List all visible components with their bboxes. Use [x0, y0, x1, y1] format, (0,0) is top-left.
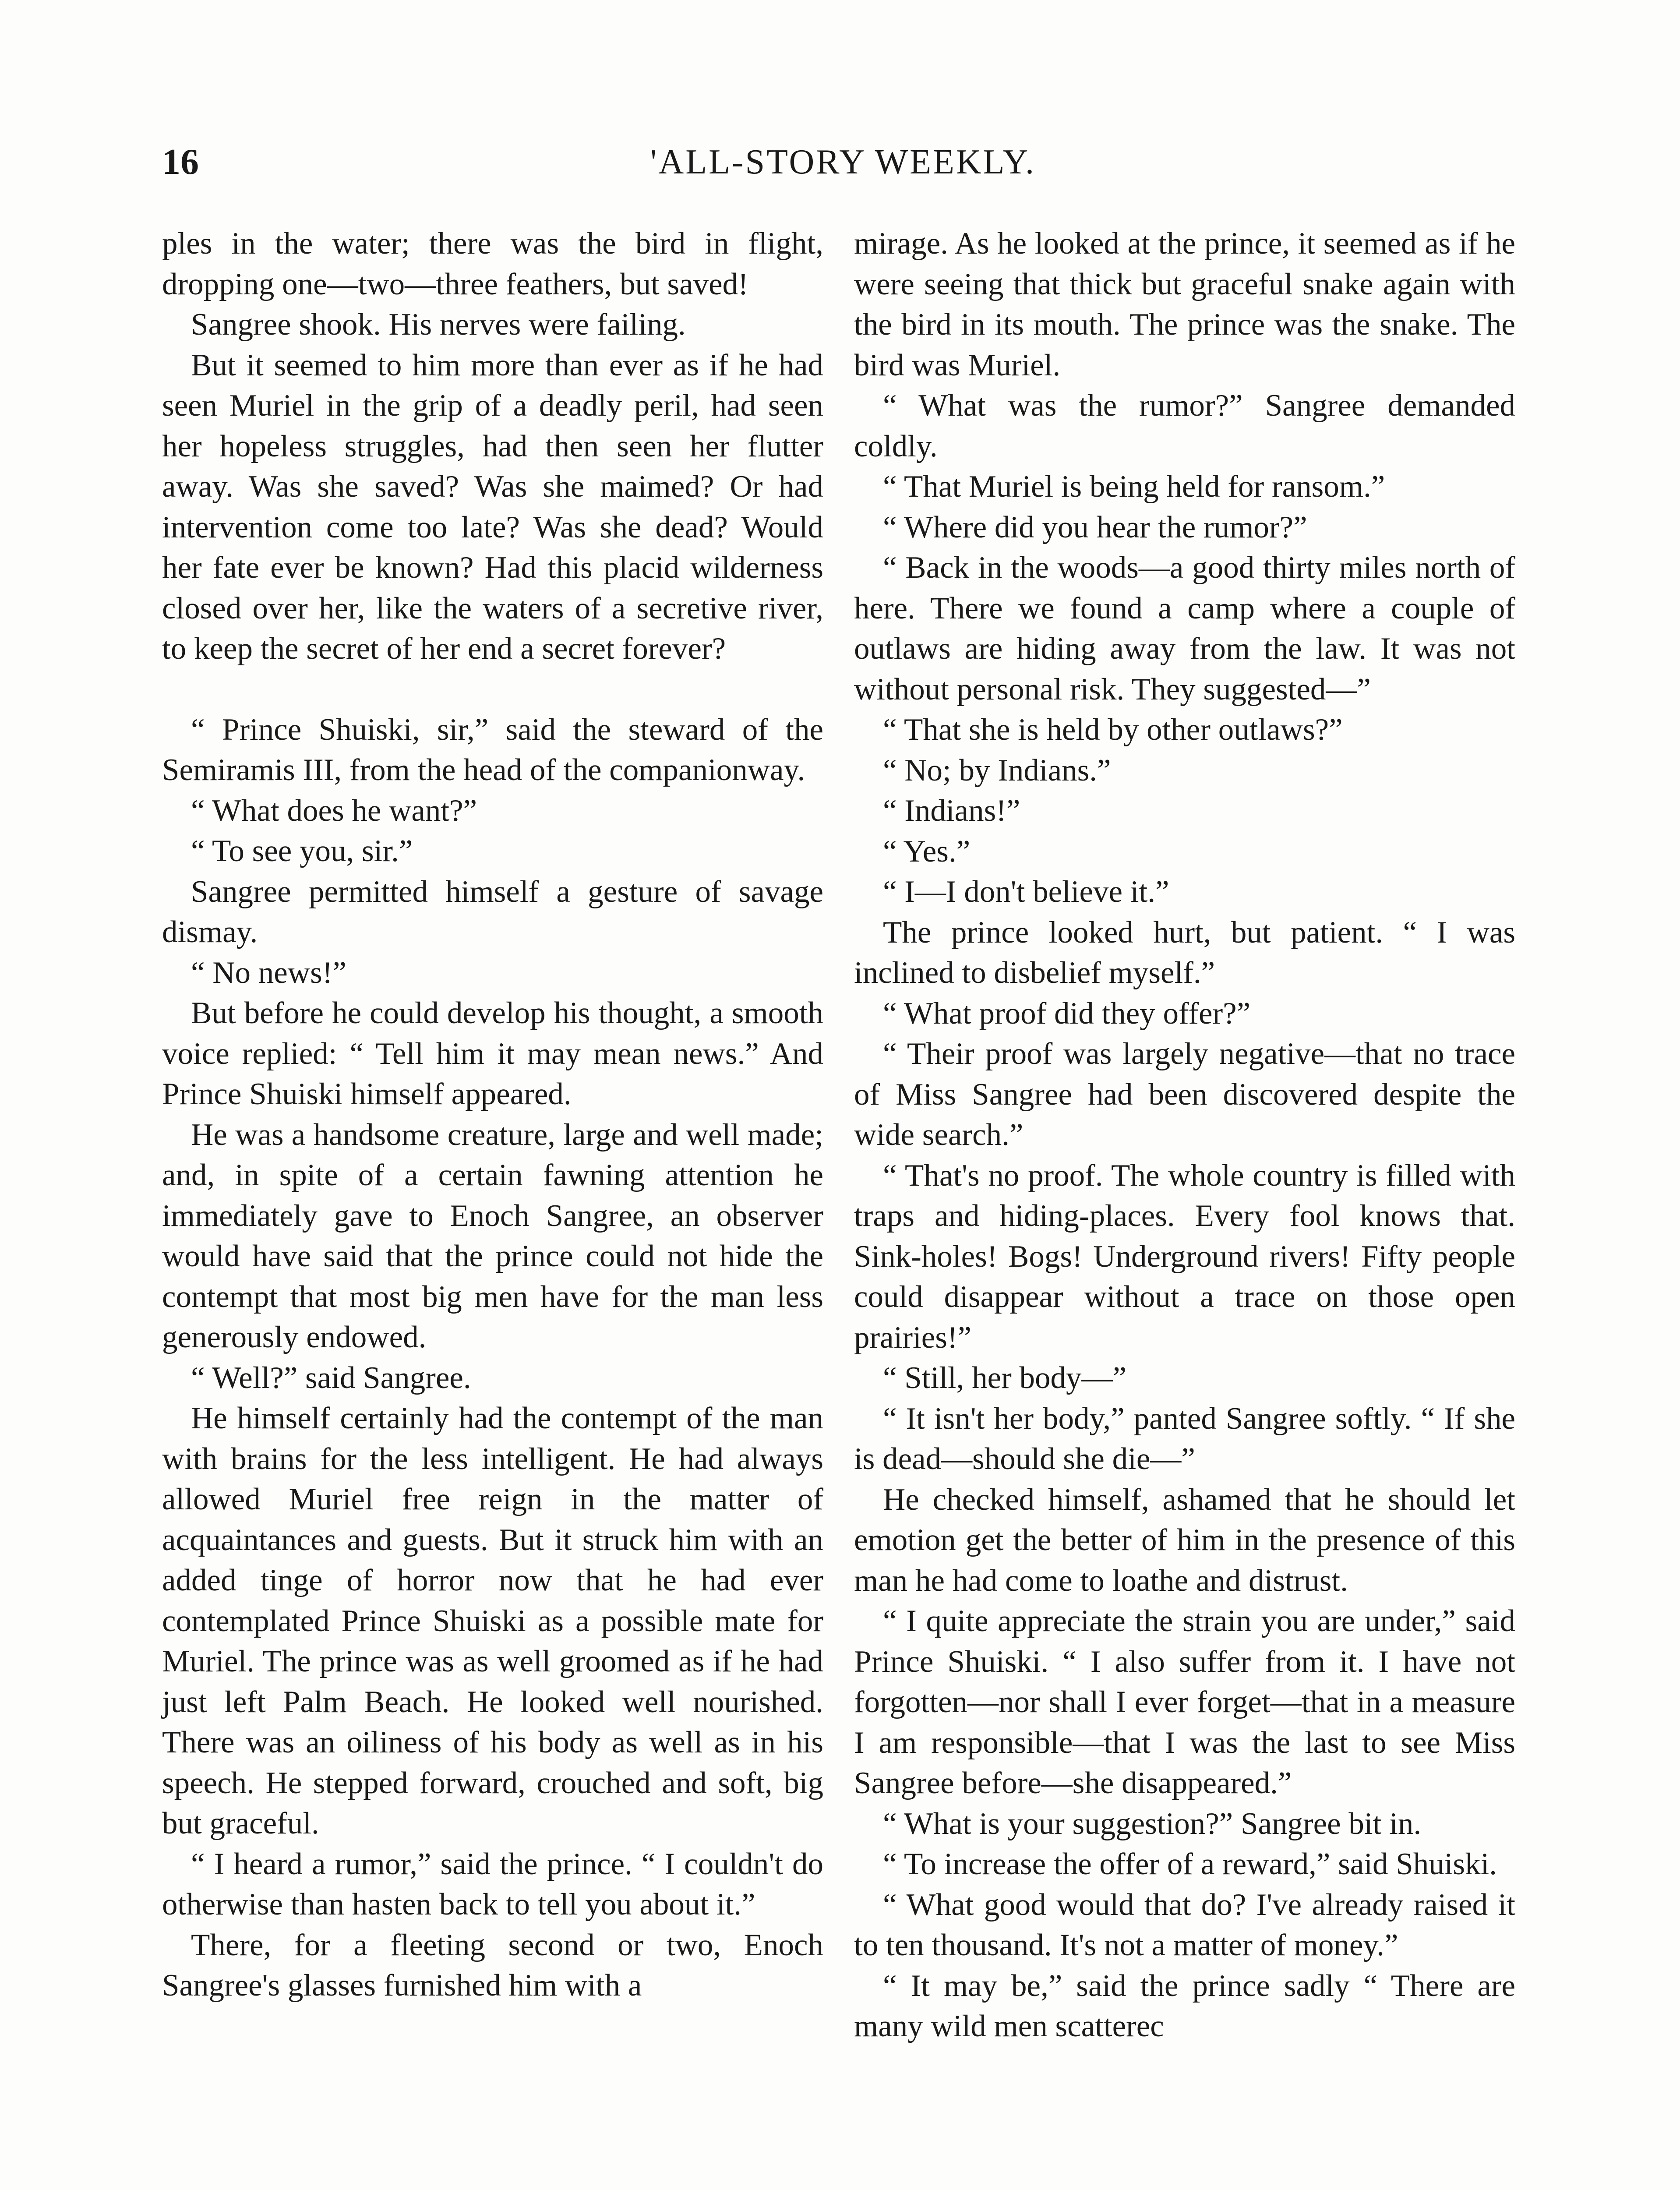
- right-text-column: [854, 223, 1515, 2047]
- paragraph: “ Back in the woods—a good thirty miles north of here. There we found a camp where a couple of outlaws are hiding away from the law. It was not without personal risk. They suggested—”: [854, 551, 1515, 706]
- paragraph: But it seemed to him more than ever as if he had seen Muriel in the grip of a deadly peril, had seen her hopeless struggles, had then seen her flutter away. Was she saved? Was she maimed? Or had intervention come too late? Was she dead? Would her fate ever be known? Had this placid wilderness closed over her, like the waters of a secretive river, to keep the secret of her end a secret forever?: [162, 348, 823, 666]
- paragraph: “ I quite appreciate the strain you are under,” said Prince Shuiski. “ I also suffer from it. I have not forgotten—nor shall I ever forget—that in a measure I am responsible—that I was the last to see Miss Sangree before—she disappeared.”: [854, 1604, 1515, 1800]
- paragraph: ples in the water; there was the bird in flight, dropping one—two—three feathers, but saved!: [162, 226, 823, 301]
- paragraph: “ I—I don't believe it.”: [883, 875, 1169, 909]
- paragraph: “ Well?” said Sangree.: [191, 1360, 471, 1395]
- page-header: [162, 131, 1524, 193]
- paragraph: “ That Muriel is being held for ransom.”: [883, 470, 1385, 504]
- paragraph: “ Still, her body—”: [883, 1361, 1127, 1395]
- page-number: 16: [162, 141, 199, 182]
- paragraph: “ It may be,” said the prince sadly “ There are many wild men scatterec: [854, 1968, 1515, 2043]
- paragraph: “ It isn't her body,” panted Sangree softly. “ If she is dead—should she die—”: [854, 1401, 1515, 1476]
- paragraph: But before he could develop his thought, a smooth voice replied: “ Tell him it may mean news.” And Prince Shuiski himself appeared.: [162, 996, 823, 1111]
- paragraph: He himself certainly had the contempt of the man with brains for the less intelligent. He had always allowed Muriel free reign in the matter of acquaintances and guests. But it struck him with an added tinge of horror now that he had ever contemplated Prince Shuiski as a possible mate for Muriel. The prince was as well groomed as if he had just left Palm Beach. He looked well nourished. There was an oiliness of his body as well as in his speech. He stepped forward, crouched and soft, big but graceful.: [162, 1401, 823, 1840]
- paragraph: “ That she is held by other outlaws?”: [883, 713, 1343, 747]
- paragraph: “ What was the rumor?” Sangree demanded coldly.: [854, 389, 1515, 463]
- paragraph: “ I heard a rumor,” said the prince. “ I couldn't do otherwise than hasten back to tell you about it.”: [162, 1847, 823, 1922]
- paragraph: “ No; by Indians.”: [883, 753, 1111, 788]
- paragraph: “ To see you, sir.”: [191, 834, 413, 868]
- paragraph: “ To increase the offer of a reward,” said Shuiski.: [883, 1847, 1497, 1881]
- paragraph: “ Prince Shuiski, sir,” said the steward of the Semiramis III, from the head of the companionway.: [162, 712, 823, 787]
- running-title: 'ALL-STORY WEEKLY.: [650, 143, 1036, 181]
- left-text-column: [162, 223, 823, 2006]
- paragraph: There, for a fleeting second or two, Enoch Sangree's glasses furnished him with a: [162, 1928, 823, 2003]
- paragraph: “ Yes.”: [883, 834, 971, 869]
- paragraph: “ That's no proof. The whole country is filled with traps and hiding-places. Every fool knows that. Sink-holes! Bogs! Underground rivers! Fifty people could disappear without a trace on those open prairies!”: [854, 1158, 1515, 1355]
- paragraph: “ Where did you hear the rumor?”: [883, 510, 1307, 544]
- paragraph: “ Indians!”: [883, 794, 1020, 828]
- paragraph: “ What is your suggestion?” Sangree bit in.: [883, 1806, 1422, 1841]
- paragraph: The prince looked hurt, but patient. “ I was inclined to disbelief myself.”: [854, 915, 1515, 990]
- paragraph: “ What good would that do? I've already raised it to ten thousand. It's not a matter of money.”: [854, 1887, 1515, 1962]
- paragraph: “ Their proof was largely negative—that no trace of Miss Sangree had been discovered despite the wide search.”: [854, 1037, 1515, 1152]
- paragraph: Sangree permitted himself a gesture of savage dismay.: [162, 874, 823, 949]
- paragraph: “ No news!”: [191, 955, 346, 990]
- paragraph: “ What proof did they offer?”: [883, 996, 1251, 1031]
- paragraph: Sangree shook. His nerves were failing.: [191, 307, 686, 342]
- paragraph: He was a handsome creature, large and well made; and, in spite of a certain fawning attention he immediately gave to Enoch Sangree, an observer would have said that the prince could not hide the contempt that most big men have for the man less generously endowed.: [162, 1117, 823, 1354]
- paragraph: mirage. As he looked at the prince, it seemed as if he were seeing that thick but graceful snake again with the bird in its mouth. The prince was the snake. The bird was Muriel.: [854, 226, 1515, 382]
- paragraph: He checked himself, ashamed that he should let emotion get the better of him in the presence of this man he had come to loathe and distrust.: [854, 1482, 1515, 1598]
- paragraph: “ What does he want?”: [191, 793, 477, 828]
